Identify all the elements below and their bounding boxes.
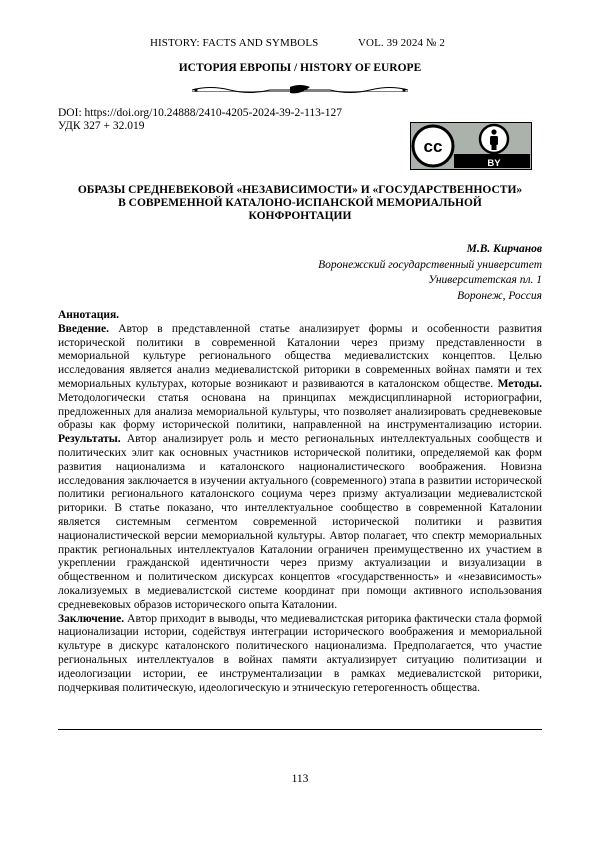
title-line-2: В СОВРЕМЕННОЙ КАТАЛОНО-ИСПАНСКОЙ МЕМОРИАЛЬНОЙ [118, 197, 482, 209]
volume-issue: VOL. 39 2024 № 2 [358, 37, 445, 49]
page-number: 113 [291, 773, 309, 785]
intro-text: Автор в представленной статье анализирует формы и особенности развития исторической политики в современной Каталонии через призму представленности в мемориальной культуре регионального общества медиевалистских концептов. Целью исследования является анализ медиевалистской риторики в современных войнах памяти и тех мемориальных культурах, которые возникают и развиваются в каталонском обществе. [58, 322, 542, 390]
journal-name: HISTORY: FACTS AND SYMBOLS [150, 37, 319, 49]
abstract-conclusion [58, 613, 542, 696]
by-label: BY [487, 158, 501, 169]
author-block [318, 242, 542, 304]
author-affiliation: Воронежский государственный университет [318, 258, 542, 271]
title-line-1: ОБРАЗЫ СРЕДНЕВЕКОВОЙ «НЕЗАВИСИМОСТИ» И «ГОСУДАРСТВЕННОСТИ» [77, 184, 523, 196]
methods-text: Методологически статья основана на принципах междисциплинарной историографии, предложенных для анализа мемориальной культуры, что позволяет анализировать средневековые образы как форму исторической политики, направленной на инструментализацию истории. [58, 391, 542, 432]
article-title [50, 184, 550, 223]
abstract-body [58, 323, 542, 613]
methods-label: Методы. [497, 377, 542, 390]
ornament-divider-icon [190, 83, 410, 97]
running-header [150, 37, 445, 49]
author-city: Воронеж, Россия [457, 289, 542, 302]
doi-link[interactable]: DOI: https://doi.org/10.24888/2410-4205-2024-39-2-113-127 [58, 107, 342, 119]
author-name: М.В. Кирчанов [466, 243, 542, 255]
intro-label: Введение. [58, 322, 109, 335]
cc-by-license-icon[interactable] [410, 122, 532, 170]
title-line-3: КОНФРОНТАЦИИ [248, 210, 352, 222]
abstract [58, 309, 542, 695]
cc-label: cc [423, 137, 443, 156]
article-identifiers [58, 107, 342, 133]
conclusion-text: Автор приходит в выводы, что медиевалистская риторика фактически стала формой национализации истории, содействуя интеграции исторического воображения и мемориальной культуре в дискурс каталонского политического национализма. Предполагается, что участие региональных интеллектуалов в войнах памяти актуализирует ситуацию политизации и идеологизации истории, ее инструментализации в рамках медиевалистской риторики, подчеркивая политическую, идеологическую и этническую гетерогенность общества. [58, 612, 542, 694]
section-title: ИСТОРИЯ ЕВРОПЫ / HISTORY OF EUROPE [178, 62, 422, 74]
abstract-heading: Аннотация. [58, 309, 120, 321]
udk-code: УДК 327 + 32.019 [58, 120, 145, 132]
conclusion-label: Заключение. [58, 612, 125, 625]
results-text: Автор анализирует роль и место региональных интеллектуальных сообществ и политических элит как основных участников исторической политики, определяемой как форм развития национализма и каталонского националистического воображения. Новизна исследования заключается в изучении актуального (современного) этапа в развитии исторической политики регионального каталонского социума через призму актуализации медиевалистской риторики. В статье показано, что интеллектуальное сообщество в современной Каталонии является системным сегментом современной исторической политики и развития националистической версии мемориальной культуры. Автор полагает, что спектр мемориальных практик региональных интеллектуалов Каталонии ограничен преимущественно их участием в укреплении гражданской идентичности через призму актуализации и визуализации в общественном и политическом дискурсах концептов «государственность» и «независимость» локализуемых в медиевалистской системе координат при помощи активного использования средневековых образов исторического опыта Каталонии. [58, 433, 542, 611]
results-label: Результаты. [58, 433, 121, 446]
author-address: Университетская пл. 1 [428, 274, 542, 286]
footer-divider [58, 729, 542, 730]
